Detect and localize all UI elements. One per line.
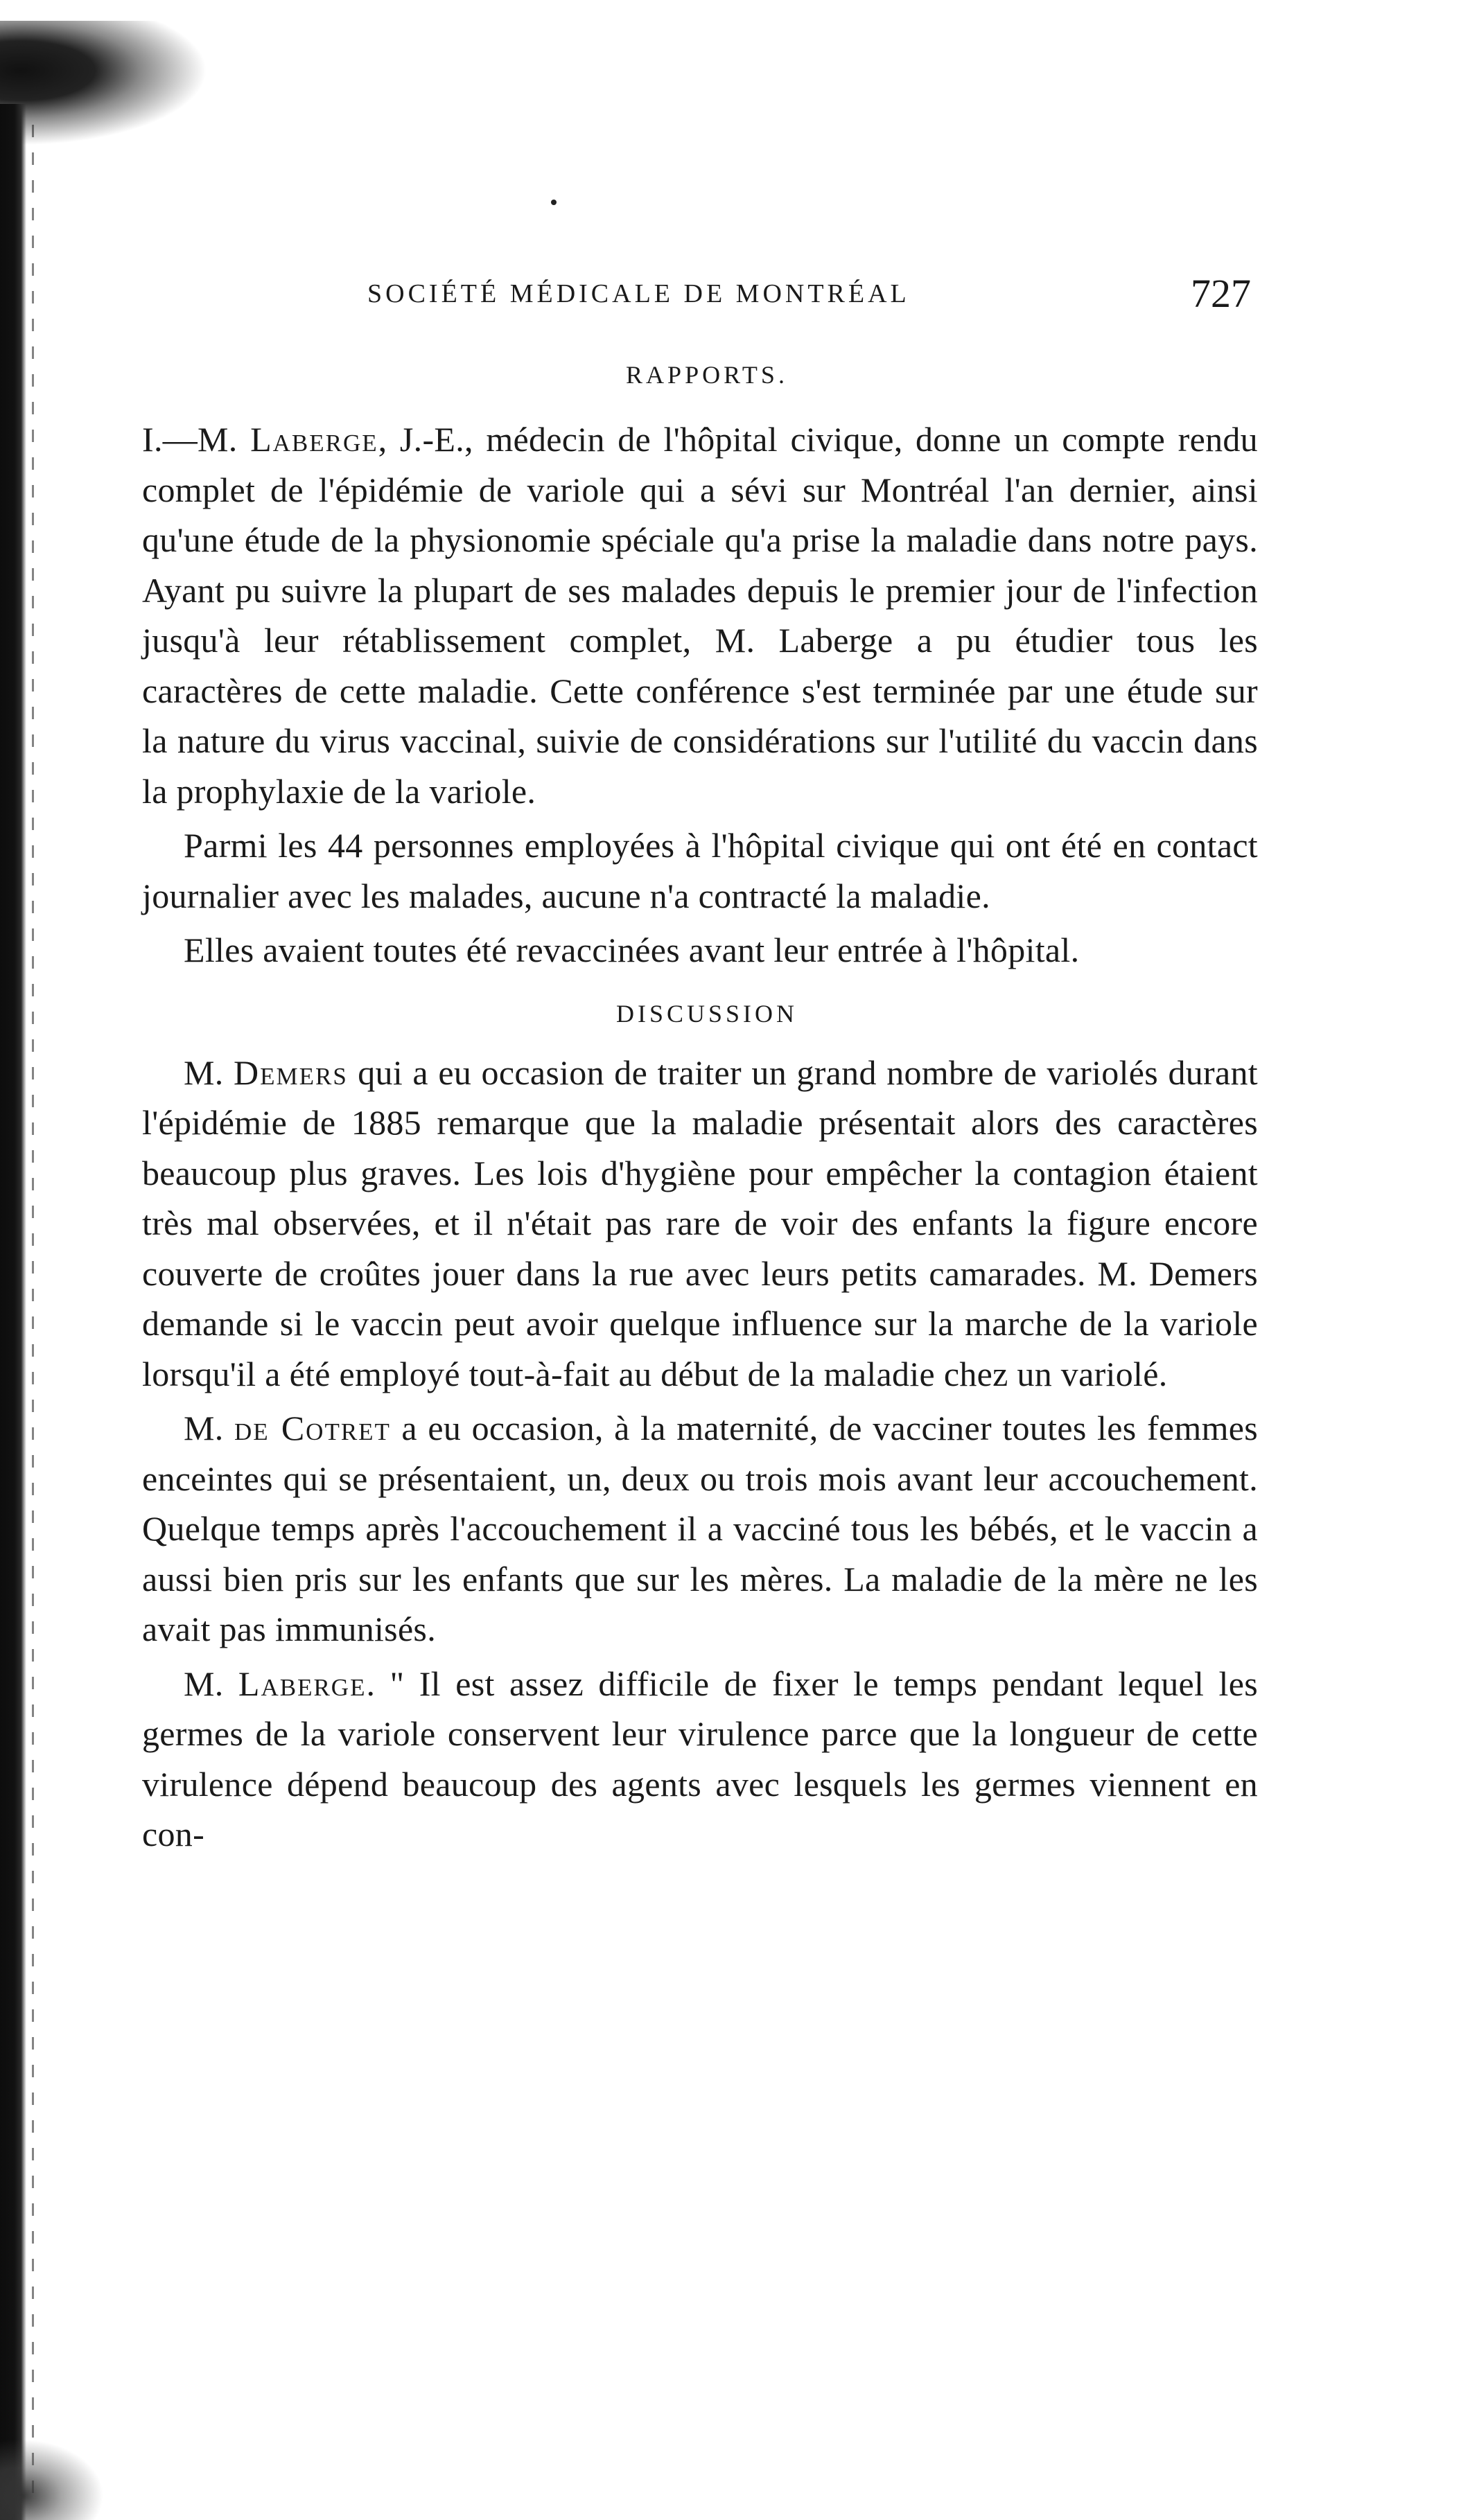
paragraph-text: . " Il est assez difficile de fixer le temps pendant lequel les germes de la variole conservent leur virulence parce que la longueur de cette virulence dépend beaucoup des agents avec lesquels les germes viennent en con-	[142, 1664, 1258, 1853]
paragraph-lead: M.	[184, 1664, 238, 1703]
spine-shadow	[0, 104, 26, 2520]
spine-edge-line	[32, 125, 34, 2494]
paragraph-lead: M.	[184, 1052, 234, 1092]
author-name: Demers	[233, 1052, 348, 1092]
scan-shadow-top	[0, 21, 208, 146]
paragraph-text: Parmi les 44 personnes employées à l'hôpital civique qui ont été en contact journalier avec les malades, aucune n'a contracté la maladie.	[142, 826, 1258, 915]
author-name: Laberge	[250, 420, 378, 459]
page-number: 727	[1191, 271, 1251, 316]
book-binding-edge	[0, 0, 43, 2520]
paragraph-laberge-reply	[142, 1659, 1258, 1860]
author-name: de Cotret	[234, 1409, 391, 1447]
paragraph-text: , J.-E., médecin de l'hôpital civique, donne un compte rendu complet de l'épidémie de variole qui a sévi sur Montréal l'an dernier, ainsi qu'une étude de la physionomie spéciale qu'a prise la maladie dans notre pays. Ayant pu suivre la plupart de ses malades depuis le premier jour de l'infection jusqu'à leur rétablissement complet, M. Laberge a pu étudier tous les caractères de cette maladie. Cette conférence s'est terminée par une étude sur la nature du virus vaccinal, suivie de considérations sur l'utilité du vaccin dans la prophylaxie de la variole.	[142, 420, 1258, 811]
paragraph-lead: I.—M.	[142, 420, 251, 459]
paragraph-laberge-report	[142, 414, 1258, 816]
running-title: SOCIÉTÉ MÉDICALE DE MONTRÉAL	[367, 279, 910, 308]
paragraph-demers	[142, 1048, 1258, 1400]
paragraph-text: Elles avaient toutes été revaccinées avant leur entrée à l'hôpital.	[184, 931, 1080, 969]
paragraph-lead: M.	[184, 1409, 235, 1447]
paragraph-text: a eu occasion, à la maternité, de vacciner toutes les femmes enceintes qui se présentaient, un, deux ou trois mois avant leur accouchement. Quelque temps après l'accouchement il a vacciné tous les bébés, et le vaccin a aussi bien pris sur les enfants que sur les mères. La maladie de la mère ne les avait pas immunisés.	[142, 1409, 1259, 1648]
paragraph-text: qui a eu occasion de traiter un grand nombre de variolés durant l'épidémie de 1885 remarque que la maladie présentait alors des caractères beaucoup plus graves. Les lois d'hygiène pour empêcher la contagion étaient très mal observées, et il n'était pas rare de voir des enfants la figure encore couverte de croûtes jouer dans la rue avec leurs petits camarades. M. Demers demande si le vaccin peut avoir quelque influence sur la marche de la variole lorsqu'il a été employé tout-à-fait au début de la maladie chez un variolé.	[142, 1052, 1258, 1393]
running-head	[142, 263, 1258, 326]
paragraph-de-cotret	[142, 1403, 1258, 1655]
scan-shadow-bottom	[0, 2439, 104, 2520]
paragraph-revaccinated	[142, 925, 1258, 976]
author-name: Laberge	[238, 1664, 367, 1703]
book-page	[142, 263, 1258, 1864]
paragraph-employees	[142, 820, 1258, 921]
section-heading-discussion: DISCUSSION	[615, 999, 798, 1028]
scan-speck	[551, 200, 557, 205]
section-heading-rapports: RAPPORTS.	[626, 361, 788, 389]
